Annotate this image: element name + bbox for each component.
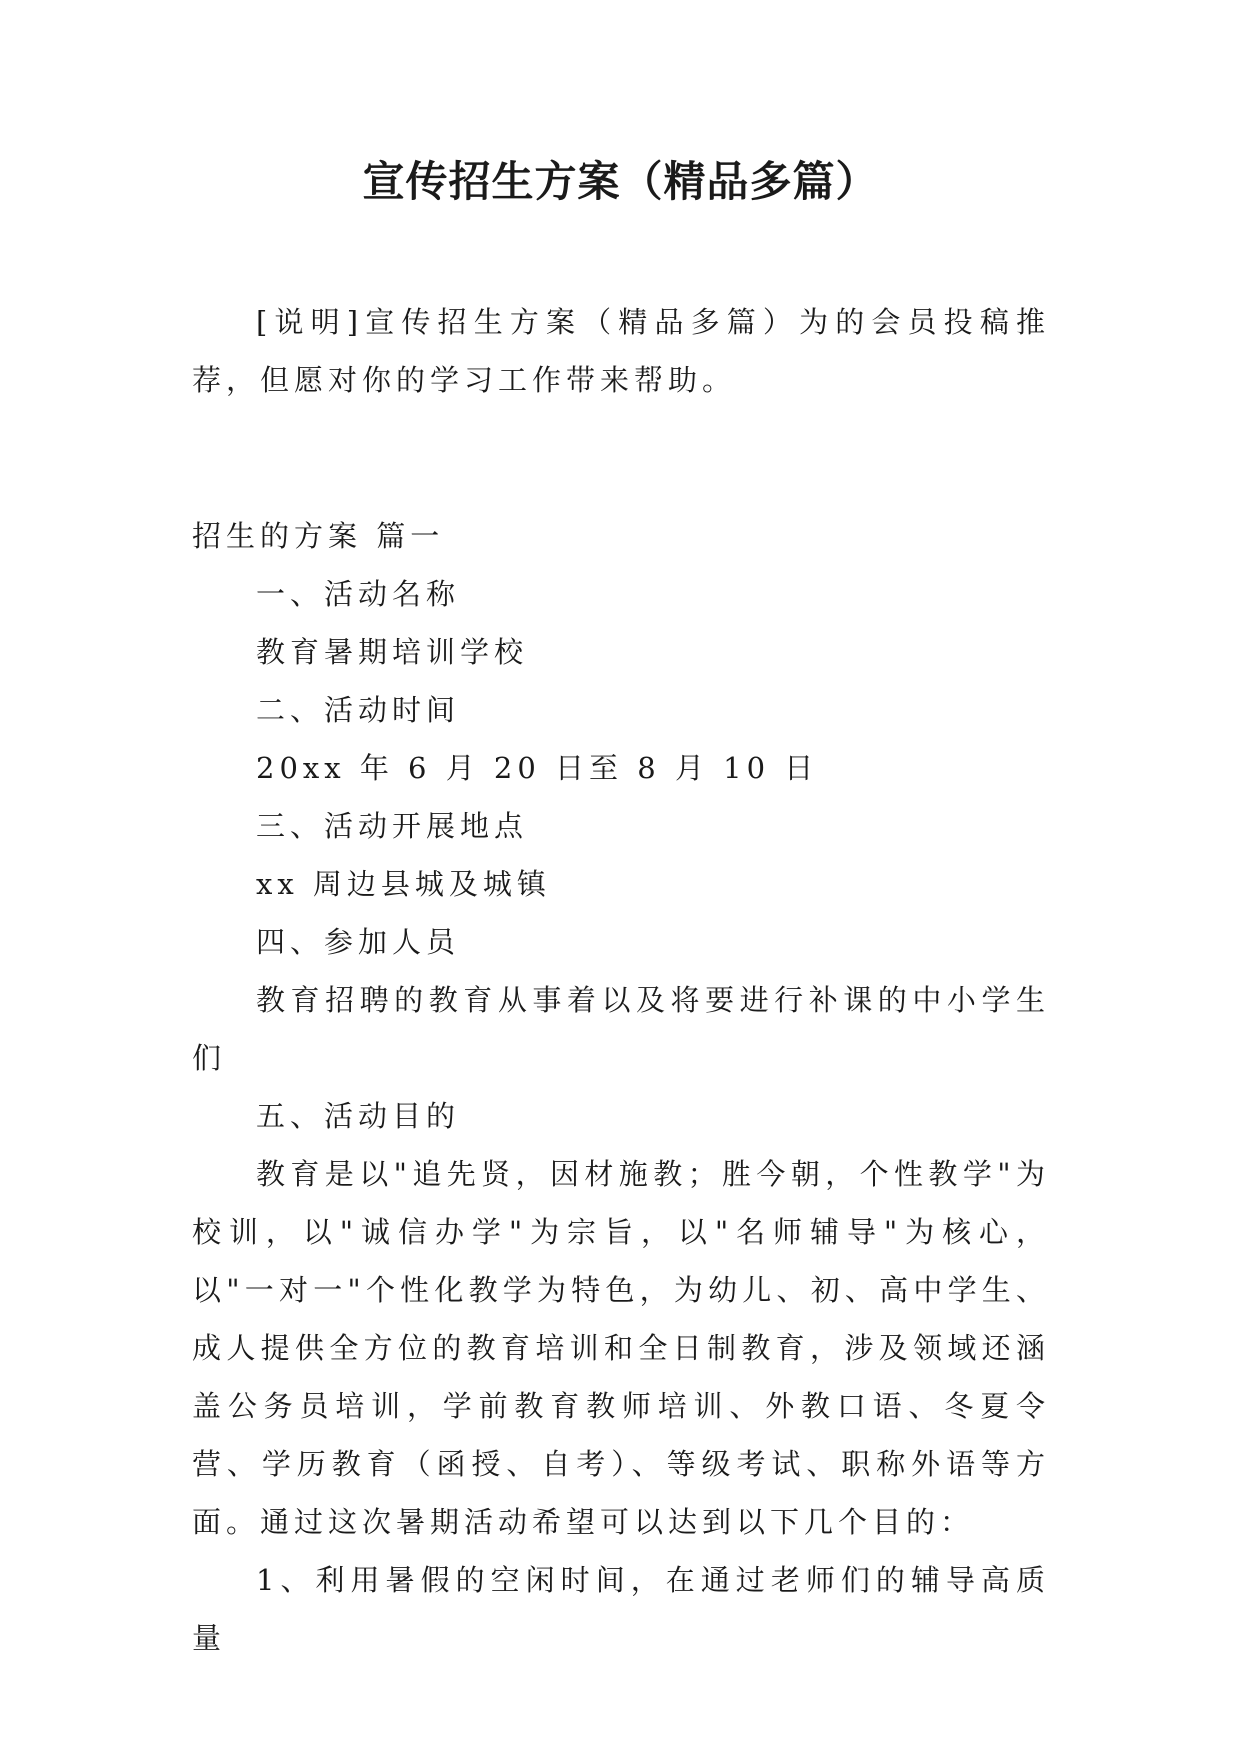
paragraph: 教育招聘的教育从事着以及将要进行补课的中小学生们 [192,983,1050,1075]
paragraph: 20xx 年 6 月 20 日至 8 月 10 日 [256,751,819,785]
document-title: 宣传招生方案（精品多篇） [362,157,879,206]
paragraph: 二、活动时间 [256,693,461,727]
paragraph: 三、活动开展地点 [256,809,529,843]
paragraph: 教育是以"追先贤，因材施教；胜今朝，个性教学"为校训，以"诚信办学"为宗旨，以"名师辅导"为核心，以"一对一"个性化教学为特色，为幼儿、初、高中学生、成人提供全方位的教育培训和全日制教育，涉及领域还涵盖公务员培训，学前教育教师培训、外教口语、冬夏令营、学历教育（函授、自考）、等级考试、职称外语等方面。通过这次暑期活动希望可以达到以下几个目的： [192,1157,1050,1539]
document-body [192,293,1050,1667]
paragraph: 一、活动名称 [256,577,461,611]
paragraph: 四、参加人员 [256,925,461,959]
spacer [192,409,1050,467]
section-heading: 招生的方案 篇一 [192,519,445,553]
paragraph: 1、利用暑假的空闲时间，在通过老师们的辅导高质量 [192,1563,1050,1655]
paragraph: 五、活动目的 [256,1099,461,1133]
paragraph: 教育暑期培训学校 [256,635,529,669]
intro-paragraph: [说明]宣传招生方案（精品多篇）为的会员投稿推荐，但愿对你的学习工作带来帮助。 [192,305,1050,397]
spacer [192,467,1050,507]
paragraph: xx 周边县城及城镇 [256,867,551,901]
